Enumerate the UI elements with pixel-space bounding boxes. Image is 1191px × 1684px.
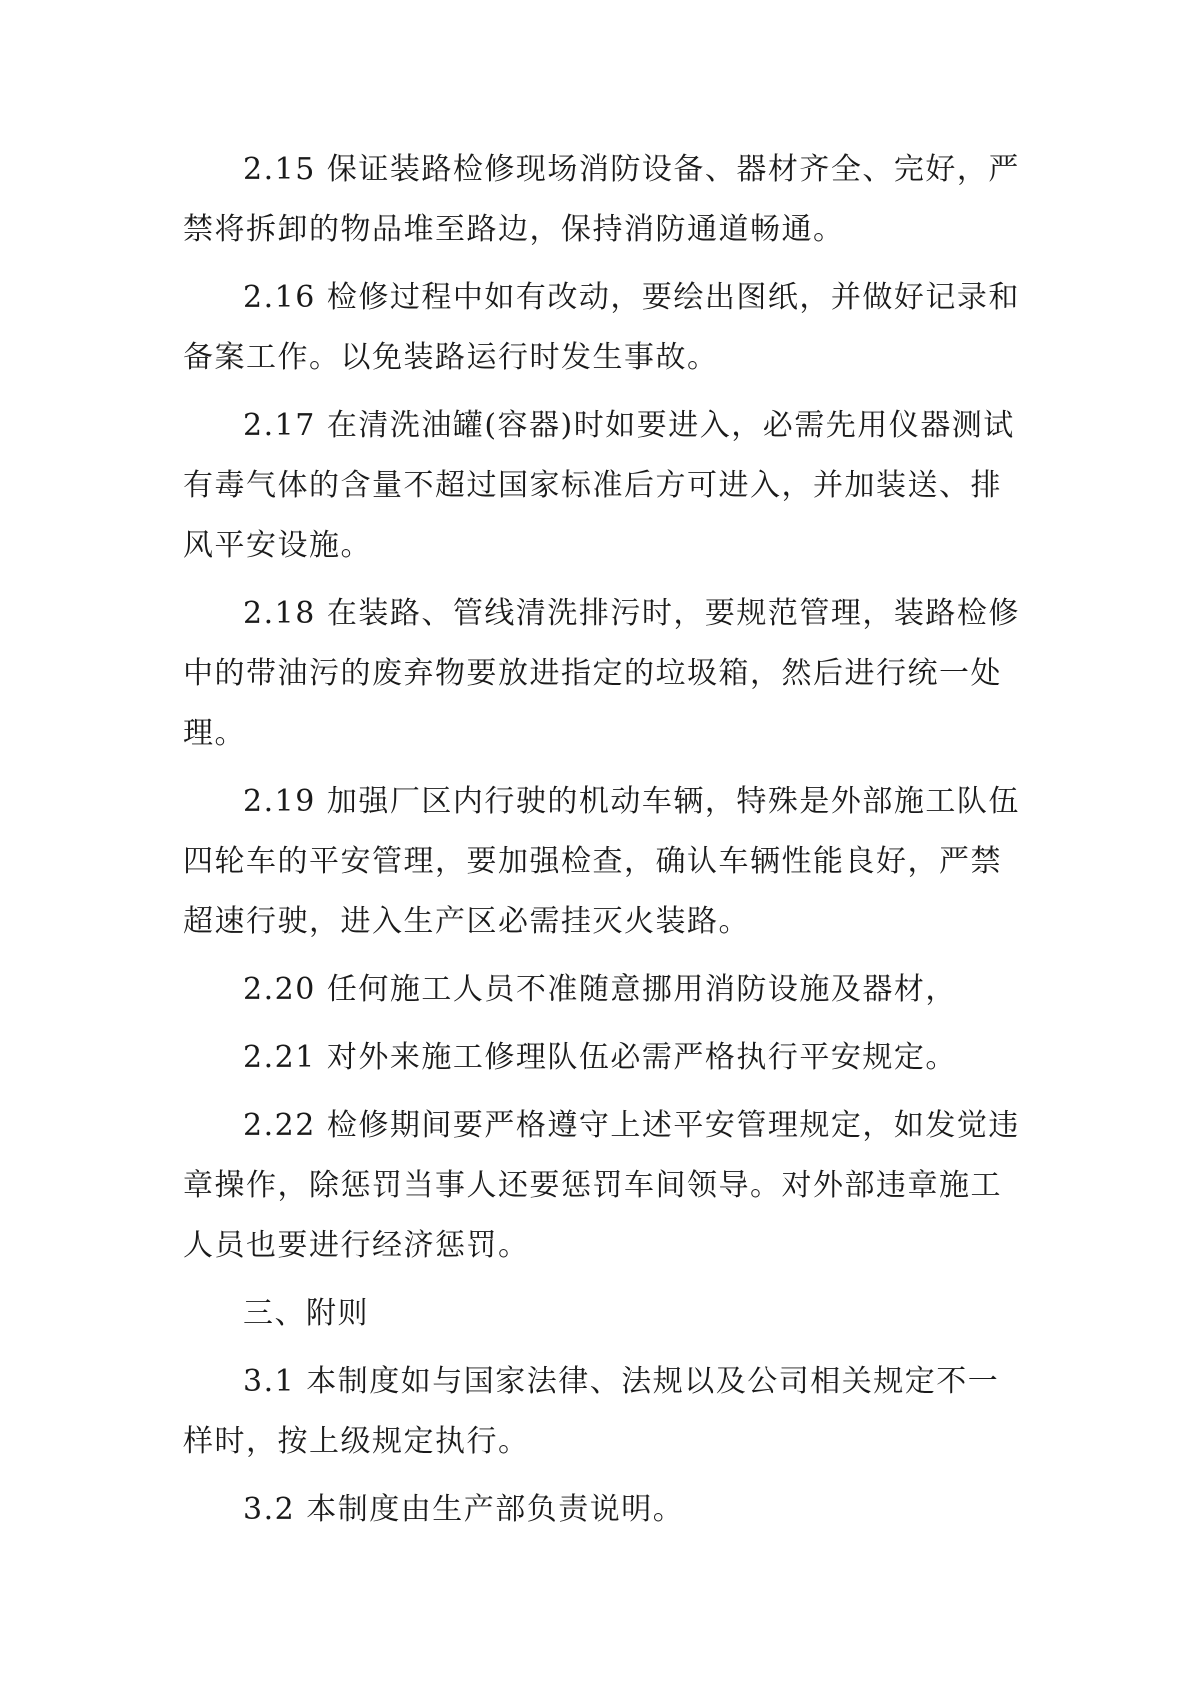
paragraph-line: 2.21 对外来施工修理队伍必需严格执行平安规定。 (243, 1040, 957, 1075)
paragraph-3-2 (183, 1480, 1025, 1540)
paragraph-line: 2.15 保证装路检修现场消防设备、器材齐全、完好，严 (243, 152, 1020, 187)
document-body (183, 140, 1025, 1548)
paragraph-2-22 (183, 1096, 1025, 1276)
paragraph-line: 2.22 检修期间要严格遵守上述平安管理规定，如发觉违 (243, 1108, 1020, 1143)
paragraph-line: 2.19 加强厂区内行驶的机动车辆，特殊是外部施工队伍 (243, 784, 1020, 819)
paragraph-2-15 (183, 140, 1025, 260)
paragraph-line: 禁将拆卸的物品堆至路边，保持消防通道畅通。 (183, 212, 845, 247)
paragraph-2-19 (183, 772, 1025, 952)
paragraph-line: 2.18 在装路、管线清洗排污时，要规范管理，装路检修 (243, 596, 1020, 631)
paragraph-line: 3.2 本制度由生产部负责说明。 (243, 1492, 685, 1527)
paragraph-line: 备案工作。以免装路运行时发生事故。 (183, 340, 719, 375)
paragraph-line: 风平安设施。 (183, 528, 372, 563)
paragraph-line: 有毒气体的含量不超过国家标准后方可进入，并加装送、排 (183, 468, 1002, 503)
paragraph-line: 四轮车的平安管理，要加强检查，确认车辆性能良好，严禁 (183, 844, 1002, 879)
paragraph-2-16 (183, 268, 1025, 388)
paragraph-2-17 (183, 396, 1025, 576)
paragraph-line: 2.20 任何施工人员不准随意挪用消防设施及器材， (243, 972, 957, 1007)
paragraph-line: 中的带油污的废弃物要放进指定的垃圾箱，然后进行统一处 (183, 656, 1002, 691)
paragraph-line: 3.1 本制度如与国家法律、法规以及公司相关规定不一 (243, 1364, 1000, 1399)
section-heading: 三、附则 (243, 1296, 369, 1331)
paragraph-line: 人员也要进行经济惩罚。 (183, 1228, 530, 1263)
section-heading-appendix (183, 1284, 1025, 1344)
paragraph-3-1 (183, 1352, 1025, 1472)
paragraph-line: 理。 (183, 716, 246, 751)
paragraph-line: 2.16 检修过程中如有改动，要绘出图纸，并做好记录和 (243, 280, 1020, 315)
paragraph-line: 样时，按上级规定执行。 (183, 1424, 530, 1459)
paragraph-line: 超速行驶，进入生产区必需挂灭火装路。 (183, 904, 750, 939)
paragraph-2-18 (183, 584, 1025, 764)
paragraph-line: 2.17 在清洗油罐(容器)时如要进入，必需先用仪器测试 (243, 408, 1015, 443)
paragraph-2-21 (183, 1028, 1025, 1088)
paragraph-line: 章操作，除惩罚当事人还要惩罚车间领导。对外部违章施工 (183, 1168, 1002, 1203)
paragraph-2-20 (183, 960, 1025, 1020)
